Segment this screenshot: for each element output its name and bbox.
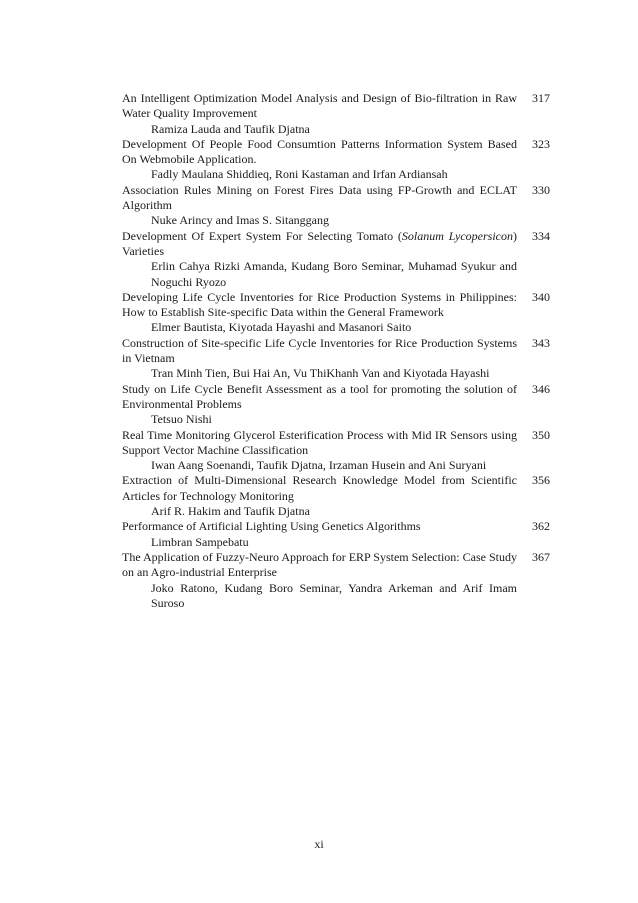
page-ref: 330 [532,182,550,197]
paper-authors: Iwan Aang Soenandi, Taufik Djatna, Irzaman Husein and Ani Suryani [151,458,487,473]
paper-authors: Tran Minh Tien, Bui Hai An, Vu ThiKhanh Van and Kiyotada Hayashi [151,366,490,381]
paper-authors: Nuke Arincy and Imas S. Sitanggang [151,213,329,228]
toc-entry-main [122,428,517,474]
toc-entry-main [122,137,517,183]
toc-entry [122,290,550,336]
paper-authors: Erlin Cahya Rizki Amanda, Kudang Boro Seminar, Muhamad Syukur and Noguchi Ryozo [151,259,517,289]
toc-entry [122,382,550,428]
paper-authors: Joko Ratono, Kudang Boro Seminar, Yandra Arkeman and Arif Imam Suroso [151,580,517,610]
table-of-contents [122,91,550,611]
toc-entry-main [122,473,517,519]
page-ref: 334 [532,228,550,243]
paper-authors: Tetsuo Nishi [151,412,212,427]
paper-title [122,428,517,459]
toc-entry-main [122,290,517,336]
paper-title-part: Construction of Site-specific Life Cycle Inventories for Rice Production Systems in Vietnam [122,335,517,366]
paper-title-part: The Application of Fuzzy-Neuro Approach for ERP System Selection: Case Study on an Agro-industrial Enterprise [122,549,517,580]
paper-authors: Ramiza Lauda and Taufik Djatna [151,121,310,136]
paper-authors: Elmer Bautista, Kiyotada Hayashi and Masanori Saito [151,320,412,335]
paper-title [122,137,517,168]
toc-entry-main [122,519,517,550]
toc-entry [122,550,550,611]
paper-title-part: Development Of Expert System For Selecting Tomato ( [122,228,402,243]
toc-entry [122,473,550,519]
paper-title-part: Performance of Artificial Lighting Using Genetics Algorithms [122,519,421,534]
paper-title [122,91,517,122]
toc-entry-main [122,382,517,428]
toc-entry-main [122,91,517,137]
paper-title-part: Real Time Monitoring Glycerol Esterification Process with Mid IR Sensors using Support Vector Machine Classification [122,427,517,457]
paper-authors: Fadly Maulana Shiddieq, Roni Kastaman and Irfan Ardiansah [151,167,448,182]
paper-title [122,229,517,260]
toc-entry-main [122,336,517,382]
paper-title [122,550,517,581]
toc-entry [122,229,550,290]
paper-authors: Arif R. Hakim and Taufik Djatna [151,504,310,519]
toc-entry [122,336,550,382]
paper-title-part: An Intelligent Optimization Model Analysis and Design of Bio-filtration in Raw Water Quality Improvement [122,91,517,121]
toc-entry [122,91,550,137]
paper-title [122,290,517,321]
paper-title-part: Developing Life Cycle Inventories for Rice Production Systems in Philippines: How to Establish Site-specific Data within the General Framework [122,289,517,320]
page-ref: 343 [532,335,550,350]
paper-title-part: Development Of People Food Consumtion Patterns Information System Based On Webmobile Application. [122,136,517,167]
paper-title-part: Study on Life Cycle Benefit Assessment as a tool for promoting the solution of Environmental Problems [122,381,517,411]
page-ref: 323 [532,136,550,151]
paper-title [122,519,517,534]
paper-authors: Limbran Sampebatu [151,534,249,549]
page-ref: 356 [532,473,550,488]
toc-entry [122,183,550,229]
paper-title-part: ) Varieties [122,228,517,258]
paper-title [122,382,517,413]
toc-entry-main [122,229,517,290]
toc-entry [122,137,550,183]
page-ref: 346 [532,381,550,396]
paper-title [122,336,517,367]
paper-title-part: Association Rules Mining on Forest Fires Data using FP-Growth and ECLAT Algorithm [122,182,517,213]
toc-entry-main [122,183,517,229]
page-ref: 350 [532,427,550,442]
paper-title [122,183,517,214]
page-ref: 317 [532,91,550,105]
toc-entry [122,519,550,550]
page-ref: 362 [532,519,550,534]
toc-entry [122,428,550,474]
page-ref: 340 [532,289,550,304]
paper-title-italic-part: Solanum Lycopersicon [401,228,513,243]
page-ref: 367 [532,549,550,564]
paper-title-part: Extraction of Multi-Dimensional Research Knowledge Model from Scientific Articles for Technology Monitoring [122,473,517,503]
page-number: xi [314,837,324,851]
paper-title [122,473,517,504]
toc-entry-main [122,550,517,611]
